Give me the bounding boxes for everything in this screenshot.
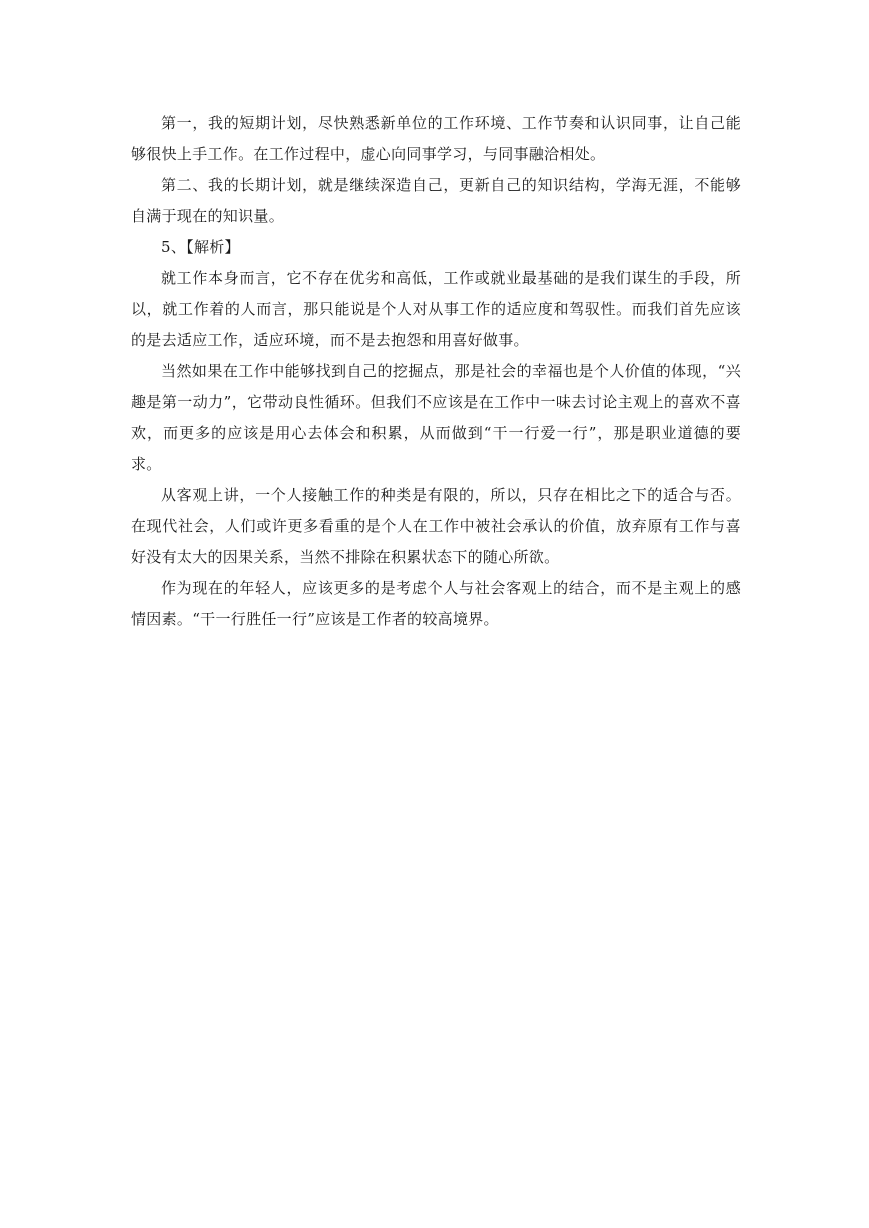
paragraph-young-people: 作为现在的年轻人，应该更多的是考虑个人与社会客观上的结合，而不是主观上的感情因素。“干一行胜任一行”应该是工作者的较高境界。 bbox=[131, 579, 741, 628]
section-heading: 5、【解析】 bbox=[161, 238, 240, 256]
paragraph-long-term-plan: 第二、我的长期计划，就是继续深造自己，更新自己的知识结构，学海无涯，不能够自满于现在的知识量。 bbox=[131, 176, 741, 225]
paragraph-work-itself: 就工作本身而言，它不存在优劣和高低，工作或就业最基础的是我们谋生的手段，所以，就工作着的人而言，那只能说是个人对从事工作的适应度和驾驭性。而我们首先应该的是去适应工作，适应环境，而不是去抱怨和用喜好做事。 bbox=[131, 269, 741, 349]
document-body bbox=[131, 108, 741, 635]
paragraph-objective-view: 从客观上讲，一个人接触工作的种类是有限的，所以，只存在相比之下的适合与否。在现代社会，人们或许更多看重的是个人在工作中被社会承认的价值，放弃原有工作与喜好没有太大的因果关系，当然不排除在积累状态下的随心所欲。 bbox=[131, 486, 741, 566]
paragraph-short-term-plan: 第一，我的短期计划，尽快熟悉新单位的工作环境、工作节奏和认识同事，让自己能够很快上手工作。在工作过程中，虚心向同事学习，与同事融洽相处。 bbox=[131, 114, 741, 163]
paragraph-interest: 当然如果在工作中能够找到自己的挖掘点，那是社会的幸福也是个人价值的体现，“兴趣是第一动力”，它带动良性循环。但我们不应该是在工作中一味去讨论主观上的喜欢不喜欢，而更多的应该是用心去体会和积累，从而做到“干一行爱一行”，那是职业道德的要求。 bbox=[131, 362, 741, 473]
